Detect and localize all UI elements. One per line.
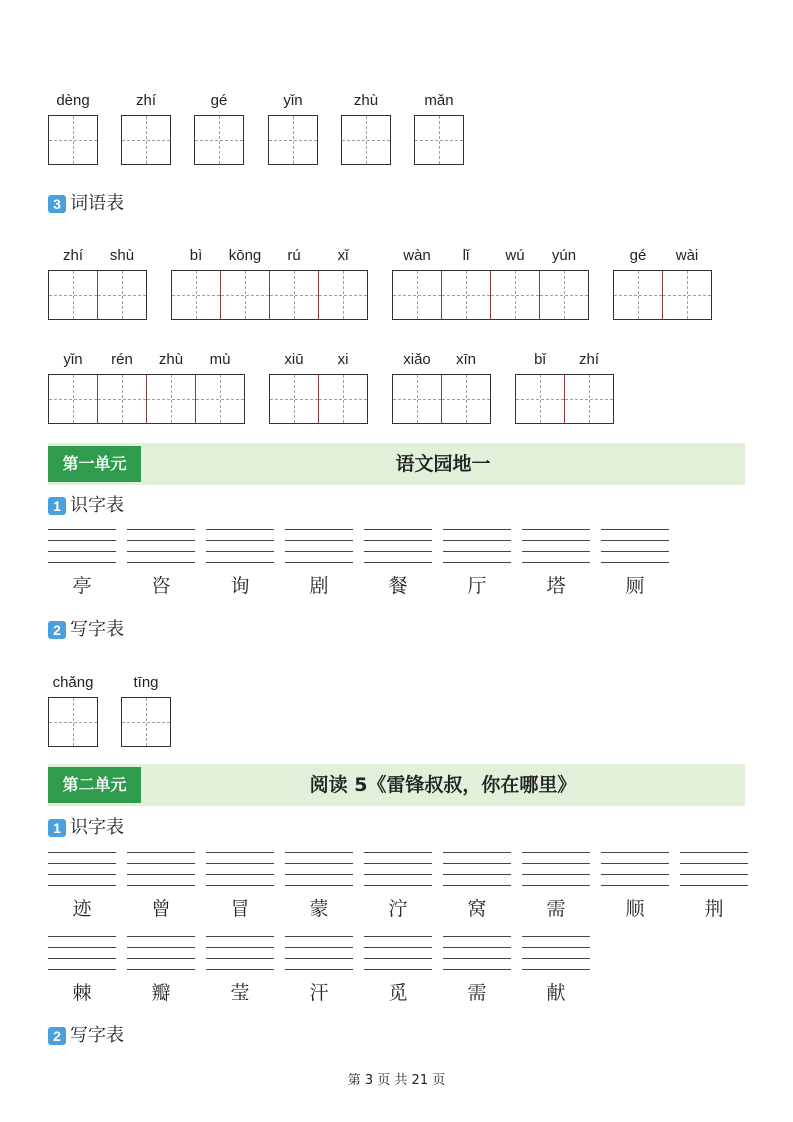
four-line-grid — [48, 529, 116, 563]
word-cell — [269, 246, 319, 320]
unit-tag: 第二单元 — [48, 767, 141, 803]
pinyin-label: bǐ — [534, 351, 546, 368]
tianzige-box — [441, 270, 491, 320]
tianzige-box — [195, 374, 245, 424]
shizi-column — [48, 529, 116, 598]
word-group — [48, 350, 245, 424]
pinyin-label: zhí — [578, 351, 599, 368]
shizi-column — [285, 852, 353, 921]
shizi-column — [364, 529, 432, 598]
word-cell — [146, 350, 196, 424]
shizi-column — [285, 936, 353, 1005]
pinyin-label: shù — [109, 247, 135, 264]
four-line-grid — [285, 529, 353, 563]
pinyin-label: xiǎo — [403, 351, 431, 368]
four-line-grid — [522, 852, 590, 886]
section-heading-xiezi — [48, 1025, 124, 1047]
shizi-character: 询 — [230, 575, 250, 597]
shizi-character: 泞 — [388, 898, 408, 920]
pinyin-label: zhù — [158, 351, 184, 368]
four-line-grid — [601, 852, 669, 886]
shizi-column — [127, 852, 195, 921]
shizi-character: 需 — [546, 898, 566, 920]
word-cell — [662, 246, 712, 320]
tianzige-box — [194, 115, 244, 165]
word-cell — [564, 350, 614, 424]
tianzige-box — [48, 115, 98, 165]
shizi-character: 觅 — [388, 982, 408, 1004]
shizi-column — [522, 529, 590, 598]
section-title: 写字表 — [70, 1025, 124, 1046]
unit-tag: 第一单元 — [48, 446, 141, 482]
tianzige-box — [121, 697, 171, 747]
shizi-character: 亭 — [72, 575, 92, 597]
char-box-cell — [414, 91, 464, 165]
shizi-character: 剧 — [309, 575, 329, 597]
shizi-character: 荆 — [704, 898, 724, 920]
section-number-badge: 1 — [48, 497, 66, 515]
word-cell — [97, 246, 147, 320]
shizi-character: 厅 — [467, 575, 487, 597]
unit-title: 阅读 5《雷锋叔叔，你在哪里》 — [309, 774, 577, 796]
shizi-column — [127, 529, 195, 598]
tianzige-box — [392, 374, 442, 424]
tianzige-box — [662, 270, 712, 320]
shizi-character: 迹 — [72, 898, 92, 920]
four-line-grid — [127, 852, 195, 886]
word-cell — [48, 350, 98, 424]
pinyin-label: xǐ — [337, 247, 349, 264]
four-line-grid — [522, 936, 590, 970]
section-number-badge: 3 — [48, 195, 66, 213]
pinyin-label: gé — [629, 247, 647, 264]
shizi-character: 莹 — [230, 982, 250, 1004]
pinyin-label: zhí — [135, 92, 156, 109]
word-cell — [195, 350, 245, 424]
tianzige-box — [97, 270, 147, 320]
four-line-grid — [443, 852, 511, 886]
pinyin-label: yún — [551, 247, 577, 264]
shizi-column — [680, 852, 748, 921]
four-line-grid — [206, 852, 274, 886]
tianzige-box — [318, 270, 368, 320]
shizi-character: 厕 — [625, 575, 645, 597]
word-cell — [220, 246, 270, 320]
word-cell — [539, 246, 589, 320]
char-box-cell — [121, 91, 171, 165]
word-group — [48, 246, 147, 320]
tianzige-box — [269, 374, 319, 424]
four-line-grid — [364, 852, 432, 886]
four-line-grid — [680, 852, 748, 886]
word-group — [392, 350, 491, 424]
shizi-character: 棘 — [72, 982, 92, 1004]
four-line-grid — [364, 529, 432, 563]
shizi-character: 窝 — [467, 898, 487, 920]
char-box-cell — [48, 91, 98, 165]
shizi-column — [522, 852, 590, 921]
four-line-grid — [285, 852, 353, 886]
pinyin-label: zhù — [353, 92, 379, 109]
char-box-cell — [194, 91, 244, 165]
shizi-column — [522, 936, 590, 1005]
tianzige-box — [441, 374, 491, 424]
shizi-column — [601, 529, 669, 598]
shizi-column — [48, 852, 116, 921]
four-line-grid — [364, 936, 432, 970]
word-group — [515, 350, 614, 424]
four-line-grid — [522, 529, 590, 563]
section-heading-shizi — [48, 817, 124, 839]
four-line-grid — [127, 529, 195, 563]
section-title: 词语表 — [70, 193, 124, 214]
unit-banner — [48, 443, 745, 485]
pinyin-label: mǎn — [424, 92, 454, 109]
pinyin-label: chǎng — [52, 674, 94, 691]
tianzige-box — [490, 270, 540, 320]
word-cell — [269, 350, 319, 424]
section-title: 写字表 — [70, 619, 124, 640]
pinyin-label: gé — [210, 92, 228, 109]
four-line-grid — [601, 529, 669, 563]
pinyin-label: xīn — [455, 351, 476, 368]
word-group — [392, 246, 589, 320]
word-cell — [441, 350, 491, 424]
pinyin-label: wài — [675, 247, 699, 264]
char-box-cell — [341, 91, 391, 165]
four-line-grid — [443, 936, 511, 970]
shizi-character: 塔 — [546, 575, 566, 597]
shizi-column — [127, 936, 195, 1005]
four-line-grid — [206, 936, 274, 970]
word-cell — [515, 350, 565, 424]
section-title: 识字表 — [70, 495, 124, 516]
tianzige-box — [515, 374, 565, 424]
word-group — [171, 246, 368, 320]
tianzige-box — [121, 115, 171, 165]
pinyin-label: wàn — [403, 247, 431, 264]
tianzige-box — [220, 270, 270, 320]
four-line-grid — [443, 529, 511, 563]
shizi-column — [206, 529, 274, 598]
tianzige-box — [318, 374, 368, 424]
shizi-column — [443, 529, 511, 598]
pinyin-label: mù — [209, 351, 231, 368]
pinyin-label: tīng — [133, 674, 159, 691]
shizi-character: 献 — [546, 982, 566, 1004]
pinyin-label: rú — [287, 247, 301, 264]
pinyin-label: zhí — [62, 247, 83, 264]
word-cell — [318, 350, 368, 424]
pinyin-label: xiū — [284, 351, 304, 368]
pinyin-label: lǐ — [462, 247, 470, 264]
shizi-character: 蒙 — [309, 898, 329, 920]
shizi-column — [443, 936, 511, 1005]
pinyin-label: yǐn — [63, 351, 83, 368]
section-heading-xiezi — [48, 619, 124, 641]
shizi-column — [601, 852, 669, 921]
pinyin-label: xi — [337, 351, 349, 368]
char-box-cell — [48, 673, 98, 747]
pinyin-label: bì — [189, 247, 203, 264]
shizi-character: 顺 — [625, 898, 645, 920]
pinyin-label: dèng — [56, 92, 90, 109]
tianzige-box — [97, 374, 147, 424]
section-number-badge: 2 — [48, 1027, 66, 1045]
char-box-cell — [121, 673, 171, 747]
section-heading-shizi — [48, 495, 124, 517]
word-cell — [48, 246, 98, 320]
shizi-column — [364, 852, 432, 921]
tianzige-box — [564, 374, 614, 424]
section-number-badge: 2 — [48, 621, 66, 639]
unit-title: 语文园地一 — [395, 453, 491, 475]
tianzige-box — [171, 270, 221, 320]
tianzige-box — [268, 115, 318, 165]
shizi-character: 咨 — [151, 575, 171, 597]
tianzige-box — [392, 270, 442, 320]
shizi-character: 汗 — [309, 982, 329, 1004]
shizi-character: 曾 — [151, 898, 171, 920]
tianzige-box — [539, 270, 589, 320]
word-cell — [171, 246, 221, 320]
section-heading-ciyu — [48, 193, 124, 215]
word-cell — [392, 350, 442, 424]
unit-banner — [48, 764, 745, 806]
pinyin-label: kōng — [228, 247, 262, 264]
pinyin-label: yǐn — [283, 92, 303, 109]
word-cell — [318, 246, 368, 320]
tianzige-box — [269, 270, 319, 320]
tianzige-box — [341, 115, 391, 165]
four-line-grid — [48, 852, 116, 886]
section-number-badge: 1 — [48, 819, 66, 837]
shizi-column — [48, 936, 116, 1005]
word-group — [269, 350, 368, 424]
section-title: 识字表 — [70, 817, 124, 838]
pinyin-label: rén — [111, 351, 133, 368]
word-cell — [97, 350, 147, 424]
shizi-column — [443, 852, 511, 921]
pinyin-label: wú — [505, 247, 525, 264]
page-number: 第 3 页 共 21 页 — [347, 1073, 446, 1088]
four-line-grid — [285, 936, 353, 970]
tianzige-box — [414, 115, 464, 165]
four-line-grid — [48, 936, 116, 970]
shizi-column — [206, 936, 274, 1005]
tianzige-box — [613, 270, 663, 320]
word-group — [613, 246, 712, 320]
word-cell — [441, 246, 491, 320]
char-box-cell — [268, 91, 318, 165]
tianzige-box — [48, 270, 98, 320]
tianzige-box — [146, 374, 196, 424]
shizi-column — [206, 852, 274, 921]
shizi-column — [285, 529, 353, 598]
word-cell — [490, 246, 540, 320]
shizi-column — [364, 936, 432, 1005]
shizi-character: 冒 — [230, 898, 250, 920]
shizi-character: 需 — [467, 982, 487, 1004]
shizi-character: 餐 — [388, 575, 408, 597]
tianzige-box — [48, 697, 98, 747]
word-cell — [613, 246, 663, 320]
four-line-grid — [206, 529, 274, 563]
tianzige-box — [48, 374, 98, 424]
shizi-character: 瓣 — [151, 982, 171, 1004]
word-cell — [392, 246, 442, 320]
four-line-grid — [127, 936, 195, 970]
